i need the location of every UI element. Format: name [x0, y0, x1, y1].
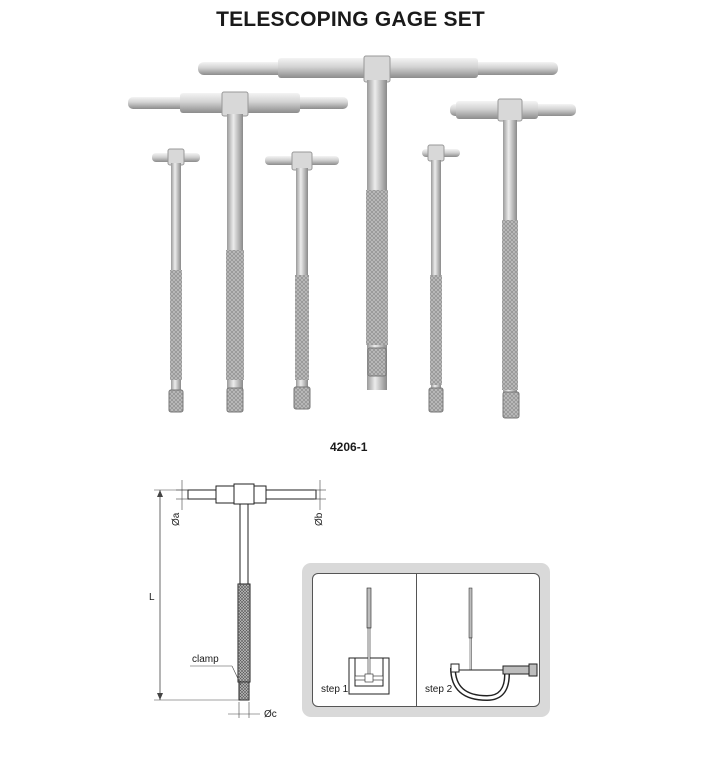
- usage-steps-frame: [312, 573, 540, 707]
- dim-label-L: L: [149, 592, 155, 603]
- usage-steps-panel: [302, 563, 550, 717]
- clamp-label: clamp: [192, 654, 219, 665]
- model-number: 4206-1: [330, 440, 368, 454]
- gage-small-middle: [265, 152, 339, 409]
- dim-label-b: Øb: [314, 512, 325, 526]
- product-photo: [110, 50, 590, 430]
- dim-label-c: Øc: [264, 709, 277, 720]
- gage-right-large: [450, 99, 576, 418]
- dim-label-a: Øa: [171, 512, 182, 526]
- step2-label: step 2: [425, 684, 453, 695]
- gage-left-large: [128, 92, 348, 412]
- gage-small-left: [152, 149, 200, 412]
- step1-label: step 1: [321, 684, 349, 695]
- page-title: TELESCOPING GAGE SET: [216, 8, 485, 31]
- gage-small-right: [422, 145, 460, 412]
